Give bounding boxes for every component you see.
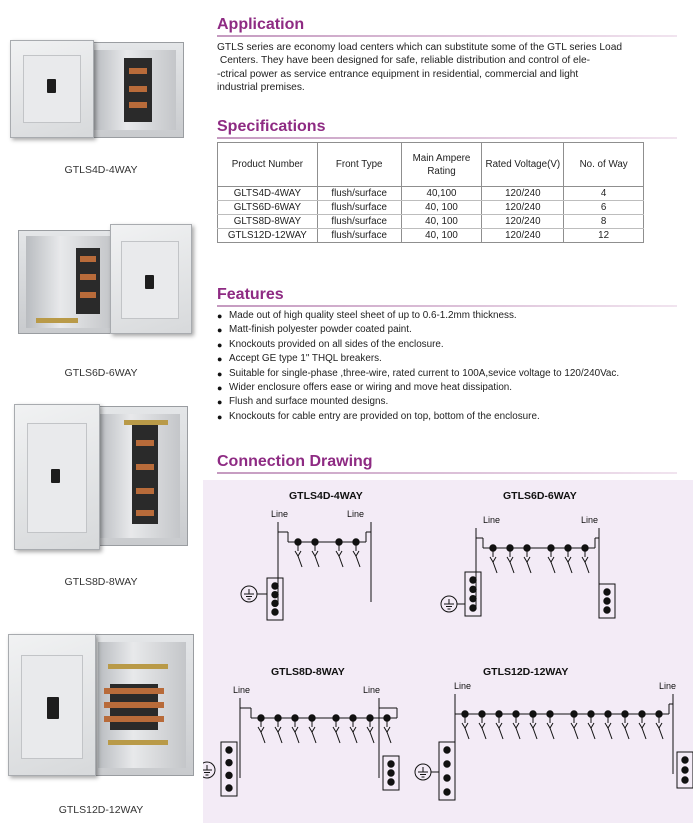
application-line: industrial premises. bbox=[217, 81, 305, 93]
breaker-symbol bbox=[312, 551, 318, 556]
terminal-dot bbox=[470, 605, 476, 611]
specifications-title: Specifications bbox=[217, 118, 326, 135]
wire bbox=[551, 562, 555, 573]
table-header: Front Type bbox=[317, 143, 401, 187]
product-gtls8d bbox=[6, 400, 196, 588]
table-header: Main Ampere Rating bbox=[401, 143, 482, 187]
line-label: Line bbox=[233, 685, 251, 695]
breaker-symbol bbox=[639, 723, 645, 728]
features-rule bbox=[217, 305, 677, 307]
wire bbox=[353, 732, 357, 743]
breaker-symbol bbox=[350, 727, 356, 732]
terminal-dot bbox=[682, 757, 688, 763]
terminal-dot bbox=[547, 711, 553, 717]
product-gtls12d bbox=[6, 628, 196, 816]
terminal-dot bbox=[384, 715, 390, 721]
application-line: Centers. They have been designed for safe, reliable distribution and control of ele- bbox=[217, 55, 591, 67]
product-photo-gtls12d bbox=[6, 628, 196, 778]
wire bbox=[516, 728, 520, 739]
breaker-symbol bbox=[333, 727, 339, 732]
terminal-dot bbox=[639, 711, 645, 717]
table-cell: GLTS8D-8WAY bbox=[218, 215, 318, 229]
terminal-dot bbox=[272, 600, 278, 606]
terminal-dot bbox=[388, 761, 394, 767]
terminal-dot bbox=[309, 715, 315, 721]
table-cell: 8 bbox=[564, 215, 644, 229]
list-item: ● Knockouts provided on all sides of the enclosure. bbox=[217, 338, 619, 352]
table-header: Rated Voltage(V) bbox=[482, 143, 564, 187]
wire bbox=[510, 562, 514, 573]
breaker-symbol bbox=[548, 557, 554, 562]
wire bbox=[295, 732, 299, 743]
wire bbox=[465, 728, 469, 739]
wire bbox=[370, 732, 374, 743]
application-title: Application bbox=[217, 16, 305, 33]
table-cell: flush/surface bbox=[317, 187, 401, 201]
breaker-symbol bbox=[309, 727, 315, 732]
line-label: Line bbox=[363, 685, 381, 695]
breaker-symbol bbox=[605, 723, 611, 728]
list-item: ● Wider enclosure offers ease or wiring and move heat dissipation. bbox=[217, 381, 619, 395]
wire bbox=[298, 556, 302, 567]
diagram-title-6way: GTLS6D-6WAY bbox=[503, 490, 577, 502]
list-item: ● Accept GE type 1" THQL breakers. bbox=[217, 352, 619, 366]
terminal-dot bbox=[226, 772, 232, 778]
terminal-dot bbox=[513, 711, 519, 717]
terminal-dot bbox=[388, 770, 394, 776]
terminal-dot bbox=[470, 586, 476, 592]
terminal-dot bbox=[226, 759, 232, 765]
wire bbox=[261, 732, 265, 743]
wiring-diagram-12way bbox=[415, 694, 693, 800]
table-cell: 40, 100 bbox=[401, 201, 482, 215]
list-item: ● Knockouts for cable entry are provided on top, bottom of the enclosure. bbox=[217, 410, 619, 424]
wire bbox=[387, 732, 391, 743]
terminal-dot bbox=[605, 711, 611, 717]
list-item: ● Made out of high quality steel sheet of up to 0.6-1.2mm thickness. bbox=[217, 309, 619, 323]
product-caption: GTLS8D-8WAY bbox=[64, 576, 138, 588]
breaker-symbol bbox=[479, 723, 485, 728]
wire bbox=[527, 562, 531, 573]
application-line: -ctrical power as service entrance equipment in residential, commercial and light bbox=[217, 68, 579, 80]
product-caption: GTLS4D-4WAY bbox=[64, 164, 138, 176]
terminal-dot bbox=[604, 589, 610, 595]
breaker-symbol bbox=[582, 557, 588, 562]
wire bbox=[625, 728, 629, 739]
table-cell: flush/surface bbox=[317, 229, 401, 243]
terminal-dot bbox=[588, 711, 594, 717]
wire bbox=[356, 556, 360, 567]
product-caption: GTLS6D-6WAY bbox=[64, 367, 138, 379]
breaker-symbol bbox=[496, 723, 502, 728]
wire bbox=[608, 728, 612, 739]
table-cell: 120/240 bbox=[482, 215, 564, 229]
breaker-symbol bbox=[275, 727, 281, 732]
wiring-diagram-6way bbox=[441, 528, 615, 618]
features-list bbox=[217, 309, 619, 424]
terminal-dot bbox=[604, 607, 610, 613]
terminal-dot bbox=[682, 777, 688, 783]
table-cell: GLTS4D-4WAY bbox=[218, 187, 318, 201]
terminal-dot bbox=[367, 715, 373, 721]
table-cell: 40,100 bbox=[401, 187, 482, 201]
table-cell: 4 bbox=[564, 187, 644, 201]
breaker-symbol bbox=[565, 557, 571, 562]
wire bbox=[499, 728, 503, 739]
wire bbox=[550, 728, 554, 739]
terminal-dot bbox=[258, 715, 264, 721]
table-cell: flush/surface bbox=[317, 201, 401, 215]
line-label: Line bbox=[454, 681, 472, 691]
terminal-dot bbox=[226, 747, 232, 753]
terminal-dot bbox=[275, 715, 281, 721]
connection-title: Connection Drawing bbox=[217, 453, 373, 470]
breaker-symbol bbox=[367, 727, 373, 732]
terminal-dot bbox=[353, 539, 359, 545]
terminal-dot bbox=[336, 539, 342, 545]
breaker-symbol bbox=[571, 723, 577, 728]
table-cell: flush/surface bbox=[317, 215, 401, 229]
line-label: Line bbox=[659, 681, 677, 691]
terminal-dot bbox=[272, 583, 278, 589]
breaker-symbol bbox=[292, 727, 298, 732]
diagram-title-4way: GTLS4D-4WAY bbox=[289, 490, 363, 502]
table-cell: 120/240 bbox=[482, 201, 564, 215]
breaker-symbol bbox=[588, 723, 594, 728]
terminal-dot bbox=[295, 539, 301, 545]
line-label: Line bbox=[271, 509, 289, 519]
terminal-dot bbox=[682, 767, 688, 773]
wiring-diagram-4way bbox=[241, 522, 371, 620]
product-photo-gtls6d bbox=[6, 222, 196, 347]
breaker-symbol bbox=[530, 723, 536, 728]
table-header: No. of Way bbox=[564, 143, 644, 187]
terminal-dot bbox=[444, 789, 450, 795]
list-item: ● Suitable for single-phase ,three-wire, rated current to 100A,sevice voltage to 120/240Vac. bbox=[217, 367, 619, 381]
wire bbox=[568, 562, 572, 573]
breaker-symbol bbox=[295, 551, 301, 556]
breaker-symbol bbox=[513, 723, 519, 728]
terminal-dot bbox=[470, 595, 476, 601]
breaker-symbol bbox=[547, 723, 553, 728]
table-row bbox=[218, 229, 644, 243]
wire bbox=[315, 556, 319, 567]
breaker-symbol bbox=[622, 723, 628, 728]
specifications-table bbox=[217, 142, 644, 243]
terminal-dot bbox=[548, 545, 554, 551]
terminal-dot bbox=[490, 545, 496, 551]
table-cell: 120/240 bbox=[482, 229, 564, 243]
terminal-dot bbox=[470, 577, 476, 583]
wire bbox=[493, 562, 497, 573]
breaker-symbol bbox=[353, 551, 359, 556]
terminal-dot bbox=[272, 591, 278, 597]
table-cell: GLTS6D-6WAY bbox=[218, 201, 318, 215]
terminal-dot bbox=[444, 775, 450, 781]
table-row bbox=[218, 187, 644, 201]
table-header: Product Number bbox=[218, 143, 318, 187]
terminal-dot bbox=[312, 539, 318, 545]
product-caption: GTLS12D-12WAY bbox=[58, 804, 144, 816]
terminal-dot bbox=[226, 785, 232, 791]
list-item: ● Flush and surface mounted designs. bbox=[217, 395, 619, 409]
terminal-dot bbox=[582, 545, 588, 551]
wire bbox=[533, 728, 537, 739]
breaker-symbol bbox=[462, 723, 468, 728]
wire bbox=[336, 732, 340, 743]
line-label: Line bbox=[483, 515, 501, 525]
terminal-dot bbox=[622, 711, 628, 717]
terminal-dot bbox=[565, 545, 571, 551]
terminal-dot bbox=[479, 711, 485, 717]
line-label: Line bbox=[347, 509, 365, 519]
terminal-dot bbox=[444, 761, 450, 767]
table-cell: 120/240 bbox=[482, 187, 564, 201]
connection-drawing-area bbox=[203, 480, 693, 823]
wire bbox=[278, 732, 282, 743]
wire bbox=[585, 562, 589, 573]
breaker-symbol bbox=[656, 723, 662, 728]
terminal-dot bbox=[292, 715, 298, 721]
features-title: Features bbox=[217, 286, 284, 303]
wire bbox=[482, 728, 486, 739]
terminal-dot bbox=[462, 711, 468, 717]
list-item: ● Matt-finish polyester powder coated paint. bbox=[217, 323, 619, 337]
application-line: GTLS series are economy load centers which can substitute some of the GTL series Load bbox=[217, 42, 623, 53]
product-photo-gtls4d bbox=[6, 38, 196, 148]
table-row bbox=[218, 215, 644, 229]
terminal-dot bbox=[507, 545, 513, 551]
application-text bbox=[217, 41, 687, 94]
terminal-dot bbox=[333, 715, 339, 721]
table-row bbox=[218, 201, 644, 215]
wire bbox=[659, 728, 663, 739]
product-photo-gtls8d bbox=[6, 400, 196, 555]
breaker-symbol bbox=[524, 557, 530, 562]
terminal-dot bbox=[388, 779, 394, 785]
breaker-symbol bbox=[490, 557, 496, 562]
table-cell: GTLS12D-12WAY bbox=[218, 229, 318, 243]
table-cell: 40, 100 bbox=[401, 215, 482, 229]
table-cell: 12 bbox=[564, 229, 644, 243]
terminal-dot bbox=[530, 711, 536, 717]
product-gtls6d bbox=[6, 222, 196, 379]
specifications-rule bbox=[217, 137, 677, 139]
terminal-dot bbox=[496, 711, 502, 717]
breaker-symbol bbox=[336, 551, 342, 556]
connection-rule bbox=[217, 472, 677, 474]
terminal-dot bbox=[350, 715, 356, 721]
wire bbox=[312, 732, 316, 743]
terminal-dot bbox=[656, 711, 662, 717]
application-rule bbox=[217, 35, 677, 37]
terminal-dot bbox=[524, 545, 530, 551]
terminal-dot bbox=[444, 747, 450, 753]
wire bbox=[574, 728, 578, 739]
table-cell: 6 bbox=[564, 201, 644, 215]
table-cell: 40, 100 bbox=[401, 229, 482, 243]
diagram-title-8way: GTLS8D-8WAY bbox=[271, 666, 345, 678]
wire bbox=[339, 556, 343, 567]
line-label: Line bbox=[581, 515, 599, 525]
breaker-symbol bbox=[258, 727, 264, 732]
terminal-dot bbox=[272, 609, 278, 615]
terminal-dot bbox=[571, 711, 577, 717]
wiring-diagrams bbox=[203, 480, 693, 823]
terminal-dot bbox=[604, 598, 610, 604]
breaker-symbol bbox=[507, 557, 513, 562]
product-gtls4d bbox=[6, 38, 196, 176]
wire bbox=[591, 728, 595, 739]
wiring-diagram-8way bbox=[203, 698, 399, 796]
diagram-title-12way: GTLS12D-12WAY bbox=[483, 666, 569, 678]
table-header-row bbox=[218, 143, 644, 187]
wire bbox=[642, 728, 646, 739]
breaker-symbol bbox=[384, 727, 390, 732]
